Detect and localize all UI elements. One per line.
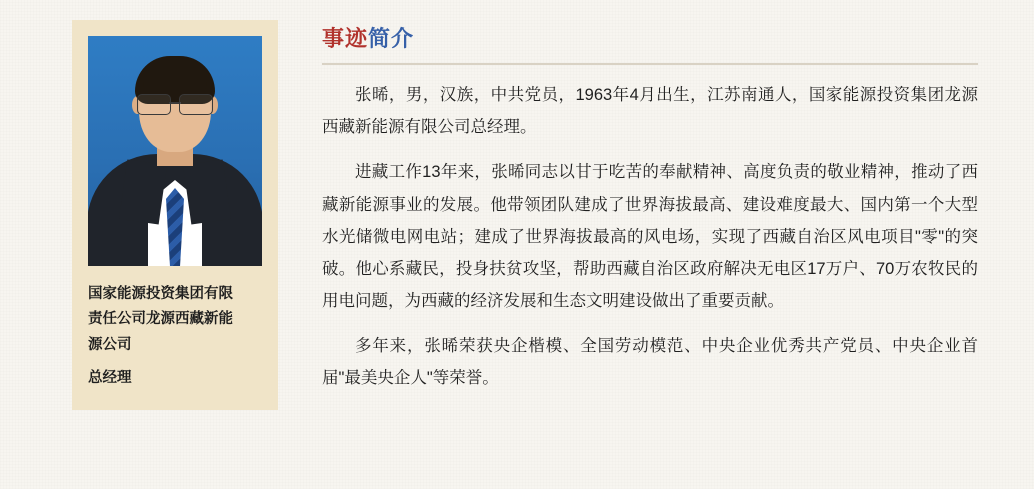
- article-body: [322, 79, 978, 395]
- portrait-photo: [88, 36, 262, 266]
- portrait-collar-left: [119, 160, 167, 225]
- profile-organization: [88, 282, 262, 358]
- glasses-icon: [132, 94, 218, 114]
- profile-job-title: 总经理: [88, 370, 132, 387]
- glasses-lens-right: [179, 94, 213, 115]
- section-heading-sub: 简介: [368, 26, 415, 51]
- profile-org-line: 责任公司龙源西藏新能: [88, 311, 233, 328]
- article-paragraph: 张晞，男，汉族，中共党员，1963年4月出生，江苏南通人，国家能源投资集团龙源西藏新能源有限公司总经理。: [322, 86, 978, 137]
- portrait-collar-right: [183, 160, 231, 225]
- profile-card: [72, 20, 278, 410]
- profile-org-line: 国家能源投资集团有限: [88, 286, 233, 302]
- profile-org-line: 源公司: [88, 336, 132, 353]
- article-content: [322, 22, 978, 408]
- article-paragraph: 多年来，张晞荣获央企楷模、全国劳动模范、中央企业优秀共产党员、中央企业首届"最美央企人"等荣誉。: [322, 337, 978, 388]
- glasses-lens-left: [137, 94, 171, 115]
- section-heading: [322, 22, 978, 65]
- section-heading-main: 事迹: [322, 26, 369, 51]
- article-paragraph: 进藏工作13年来，张晞同志以甘于吃苦的奉献精神、高度负责的敬业精神，推动了西藏新能源事业的发展。他带领团队建成了世界海拔最高、建设难度最大、国内第一个大型水光储微电网电站；建成了世界海拔最高的风电场，实现了西藏自治区风电项目"零"的突破。他心系藏民，投身扶贫攻坚，帮助西藏自治区政府解决无电区17万户、70万农牧民的用电问题，为西藏的经济发展和生态文明建设做出了重要贡献。: [322, 163, 978, 311]
